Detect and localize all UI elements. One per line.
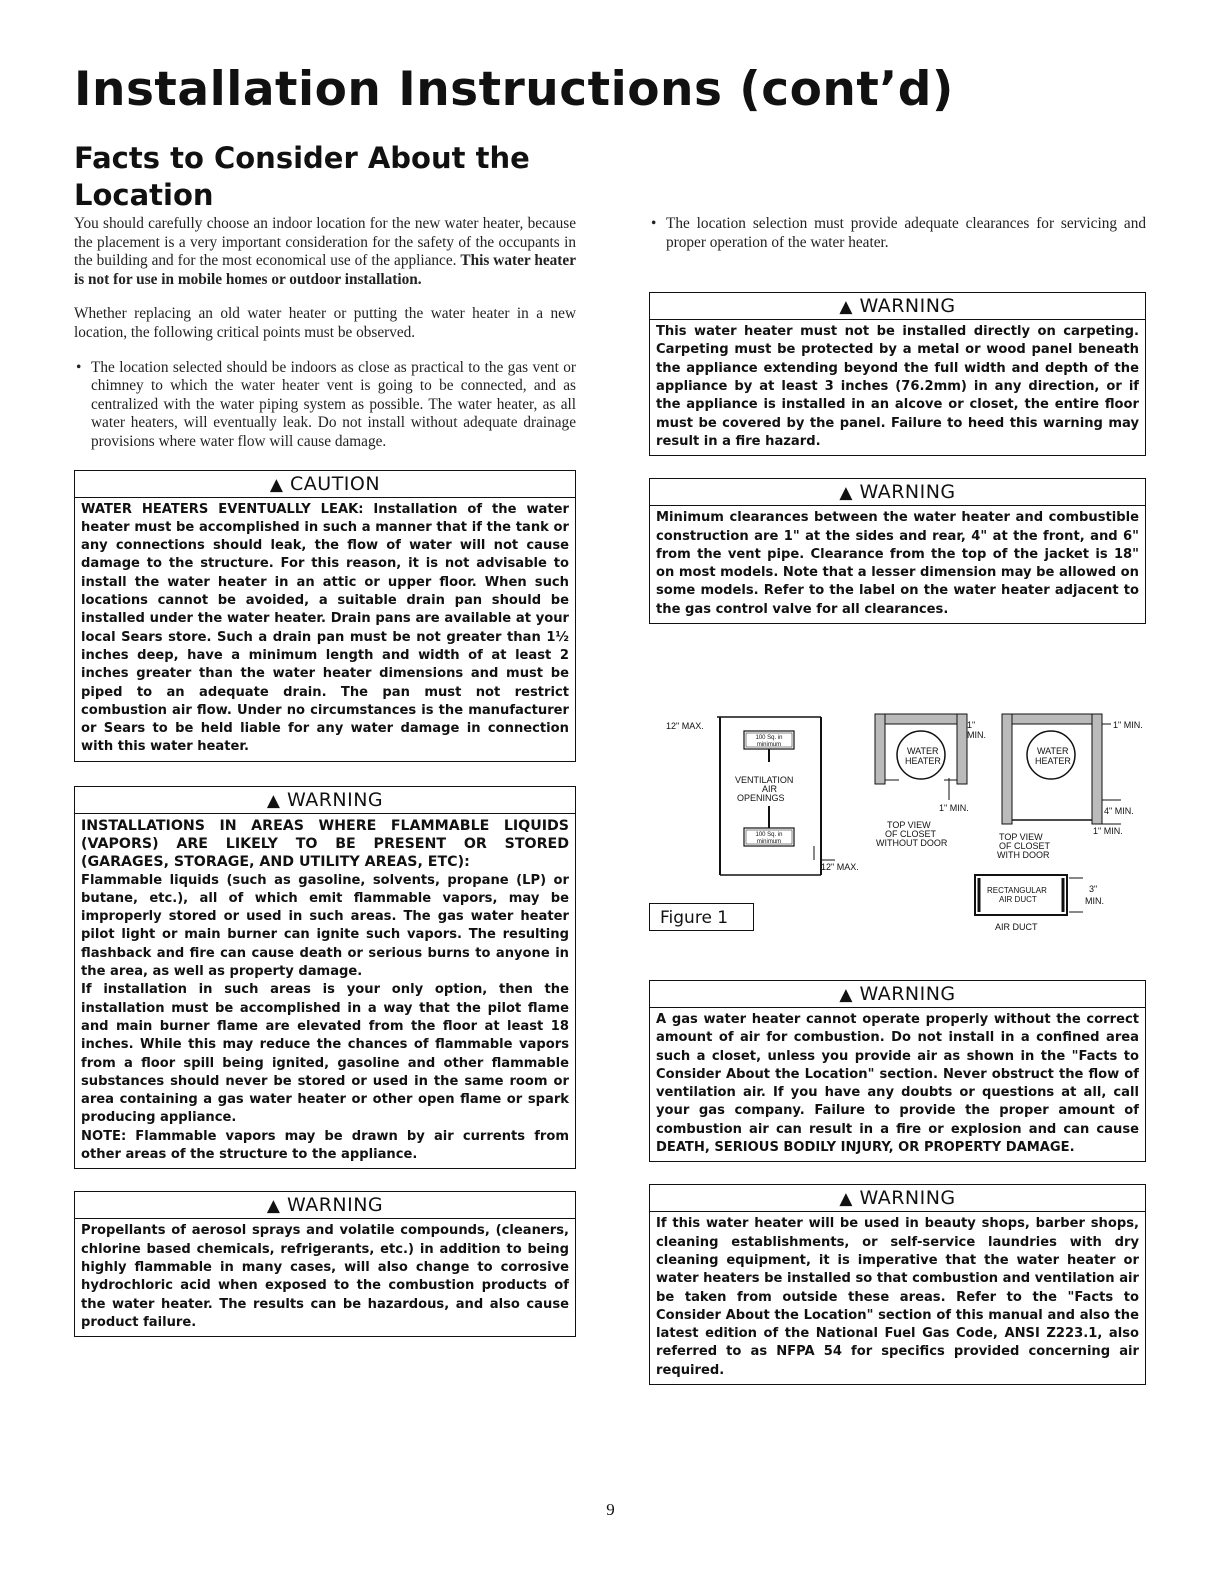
warning-carpet-text: This water heater must not be installed directly on carpeting. Carpeting must be protected by a metal or wood panel beneath the appliance extending beyond the full width and depth of the appliance by at least 3 inches (76.2mm) in any direction, or if the appliance is installed in an alcove or closet, the entire floor must be covered by the panel. Failure to heed this warning may result in a fire hazard. bbox=[656, 324, 1139, 449]
warning-beauty-box bbox=[649, 1184, 1146, 1385]
left-bullet-list bbox=[74, 359, 576, 452]
top-view-no-door-1: TOP VIEW bbox=[887, 820, 931, 830]
warning-beauty-text: If this water heater will be used in beauty shops, barber shops, cleaning establishments, or self-service laundries with dry cleaning equipment, it is imperative that the water heater or water heaters be installed so that combustion and ventilation air be taken from outside these areas. Refer to the "Facts to Consider About the Location" section of this manual and also the latest edition of the National Fuel Gas Code, ANSI Z223.1, also referred to as NFPA 54 for specifics provided concerning air required. bbox=[656, 1216, 1139, 1378]
min-4-label: 4" MIN. bbox=[1104, 806, 1134, 816]
warning-flammable-elevation: If installation in such areas is your only option, then the installation must be accomplished in a way that the pilot flame and main burner flame are elevated from the floor at least 18 inches. While this may reduce the chances of flammable vapors from a floor spill being ignited, gasoline and other flammable substances should never be stored or used in the same room or area containing a gas water heater or other open flame or spark producing appliance. bbox=[81, 982, 569, 1126]
warning-triangle-icon: ▲ bbox=[266, 790, 281, 811]
warning-carpet-body bbox=[650, 320, 1145, 455]
caution-header bbox=[75, 471, 575, 498]
warning-triangle-icon: ▲ bbox=[266, 1196, 281, 1217]
water-label-door: WATER bbox=[1037, 746, 1069, 756]
warning-beauty-header bbox=[650, 1185, 1145, 1212]
figure-label: Figure 1 bbox=[649, 903, 754, 931]
warning-triangle-icon: ▲ bbox=[839, 1189, 853, 1210]
warning-carpet-header bbox=[650, 293, 1145, 320]
min-1-right-label: 1" MIN. bbox=[1113, 720, 1143, 730]
min-3-min-label: MIN. bbox=[1085, 896, 1104, 906]
top-view-door-2: OF CLOSET bbox=[999, 841, 1051, 851]
min-1-door-label: 1" MIN. bbox=[1093, 826, 1123, 836]
min-1-top-label: 1" bbox=[967, 720, 976, 730]
top-view-no-door-2: OF CLOSET bbox=[885, 829, 937, 839]
warning-flammable-text: Flammable liquids (such as gasoline, solvents, propane (LP) or butane, etc.), all of which emit flammable vapors, may be improperly stored or used in such areas. The gas water heater pilot light or main burner can ignite such vapors. The resulting flashback and fire can cause death or serious burns to anyone in the area, as well as property damage. bbox=[81, 872, 569, 980]
location-bullet: • The location selected should be indoors as close as practical to the gas vent or chimney to which the water heater vent is going to be connected, and as centralized with the water piping system as possible. The water heater, as all water heaters, will eventually leak. Do not install without adequate drainage provisions where water flow will cause damage. bbox=[74, 359, 576, 452]
warning-flammable-title: WARNING bbox=[286, 788, 384, 811]
sq-in-top-label: 100 Sq. in minimum bbox=[755, 735, 783, 748]
water-label-no-door: WATER bbox=[907, 746, 939, 756]
warning-air-header bbox=[650, 981, 1145, 1008]
heater-label-door: HEATER bbox=[1035, 756, 1071, 766]
caution-box bbox=[74, 470, 576, 762]
warning-beauty-title: WARNING bbox=[859, 1187, 956, 1210]
left-column bbox=[74, 215, 576, 1337]
max-12-top-label: 12" MAX. bbox=[666, 721, 704, 731]
ventilation-label-2: AIR bbox=[762, 784, 778, 794]
clearance-bullet: • The location selection must provide adequate clearances for servicing and proper operation of the water heater. bbox=[649, 215, 1146, 252]
warning-triangle-icon: ▲ bbox=[839, 483, 853, 504]
replace-paragraph: Whether replacing an old water heater or putting the water heater in a new location, the following critical points must be observed. bbox=[74, 305, 576, 341]
caution-body bbox=[75, 498, 575, 761]
top-view-door-1: TOP VIEW bbox=[999, 832, 1043, 842]
heater-label-no-door: HEATER bbox=[905, 756, 941, 766]
warning-clearances-header bbox=[650, 479, 1145, 506]
warning-clearances-body bbox=[650, 506, 1145, 623]
min-3-label: 3" bbox=[1089, 884, 1098, 894]
warning-flammable-header bbox=[75, 787, 575, 814]
warning-triangle-icon: ▲ bbox=[839, 297, 853, 318]
warning-carpet-title: WARNING bbox=[859, 295, 956, 318]
sq-in-bottom-label: 100 Sq. in minimum bbox=[755, 832, 783, 845]
caution-title: CAUTION bbox=[290, 472, 381, 495]
warning-flammable-lead: INSTALLATIONS IN AREAS WHERE FLAMMABLE LIQUIDS (VAPORS) ARE LIKELY TO BE PRESENT OR STORED (GARAGES, STORAGE, AND UTILITY AREAS, ETC): bbox=[81, 817, 569, 871]
warning-carpet-box bbox=[649, 292, 1146, 456]
figure-1 bbox=[649, 700, 1149, 940]
page-title: Installation Instructions (cont’d) bbox=[74, 62, 954, 117]
page-number: 9 bbox=[606, 1500, 615, 1519]
warning-propellants-title: WARNING bbox=[286, 1194, 384, 1217]
warning-air-body bbox=[650, 1008, 1145, 1161]
warning-clearances-text: Minimum clearances between the water heater and combustible construction are 1" at the sides and rear, 4" at the front, and 6" from the vent pipe. Clearance from the top of the jacket is 18" on most models. Note that a lesser dimension may be allowed on some models. Refer to the label on the water heater adjacent to the gas control valve for all clearances. bbox=[656, 510, 1139, 617]
rect-duct-label-2: AIR DUCT bbox=[999, 895, 1037, 904]
max-12-bottom-label: 12" MAX. bbox=[821, 862, 859, 872]
ventilation-label-1: VENTILATION bbox=[735, 775, 794, 785]
top-view-no-door-3: WITHOUT DOOR bbox=[876, 838, 948, 848]
warning-triangle-icon: ▲ bbox=[269, 474, 284, 495]
caution-text: WATER HEATERS EVENTUALLY LEAK: Installation of the water heater must be accomplished in such a manner that if the tank or any connections should leak, the flow of water will not cause damage to the structure. For this reason, it is not advisable to install the water heater in an attic or upper floor. When such locations cannot be avoided, a suitable drain pan should be installed under the water heater. Drain pans are available at your local Sears store. Such a drain pan must be not greater than 1½ inches deep, have a minimum length and width of at least 2 inches greater than the water heater dimensions and must be piped to an adequate drain. The pan must not restrict combustion air flow. Under no circumstances is the manufacturer or Sears to be held liable for any water damage in connection with this water heater. bbox=[81, 501, 569, 755]
right-column-lower bbox=[649, 980, 1146, 1385]
rect-duct-label-1: RECTANGULAR bbox=[987, 886, 1047, 895]
warning-flammable-box bbox=[74, 786, 576, 1170]
min-1-top-min-label: MIN. bbox=[967, 730, 986, 740]
warning-flammable-body bbox=[75, 814, 575, 1169]
warning-air-title: WARNING bbox=[859, 983, 956, 1005]
warning-propellants-text: Propellants of aerosol sprays and volatile compounds, (cleaners, chlorine based chemicals, refrigerants, etc.) in addition to being highly flammable in many cases, will also change to corrosive hydrochloric acid when exposed to the combustion products of the water heater. The results can be hazardous, and also cause product failure. bbox=[81, 1223, 569, 1330]
warning-triangle-icon: ▲ bbox=[839, 985, 853, 1005]
air-duct-label: AIR DUCT bbox=[995, 922, 1038, 932]
intro-paragraph bbox=[74, 215, 576, 289]
warning-propellants-body bbox=[75, 1219, 575, 1336]
ventilation-label-3: OPENINGS bbox=[737, 793, 785, 803]
warning-air-text: A gas water heater cannot operate properly without the correct amount of air for combustion. Do not install in a confined area such a closet, unless you provide air as shown in the "Facts to Consider About the Location" section. Never obstruct the flow of ventilation air. If you have any doubts or questions at all, call your gas company. Failure to provide the proper amount of combustion air can result in a fire or explosion and can cause DEATH, SERIOUS BODILY INJURY, OR PROPERTY DAMAGE. bbox=[656, 1012, 1139, 1156]
warning-propellants-header bbox=[75, 1192, 575, 1219]
min-1-side-label: 1" MIN. bbox=[939, 803, 969, 813]
intro-bold-text: This water heater is not for use in mobile homes or outdoor installation. bbox=[74, 252, 576, 288]
section-heading: Facts to Consider About the Location bbox=[74, 141, 530, 212]
top-view-door-3: WITH DOOR bbox=[997, 850, 1050, 860]
warning-clearances-title: WARNING bbox=[859, 481, 956, 504]
warning-beauty-body bbox=[650, 1212, 1145, 1384]
intro-text: You should carefully choose an indoor location for the new water heater, because the placement is a very important consideration for the safety of the occupants in the building and for the most economical use of the appliance. bbox=[74, 215, 576, 270]
warning-clearances-box bbox=[649, 478, 1146, 624]
right-column bbox=[649, 215, 1146, 624]
warning-propellants-box bbox=[74, 1191, 576, 1337]
warning-air-box bbox=[649, 980, 1146, 1162]
warning-flammable-note: NOTE: Flammable vapors may be drawn by air currents from other areas of the structure to the appliance. bbox=[81, 1128, 569, 1163]
right-bullet-list bbox=[649, 215, 1146, 252]
